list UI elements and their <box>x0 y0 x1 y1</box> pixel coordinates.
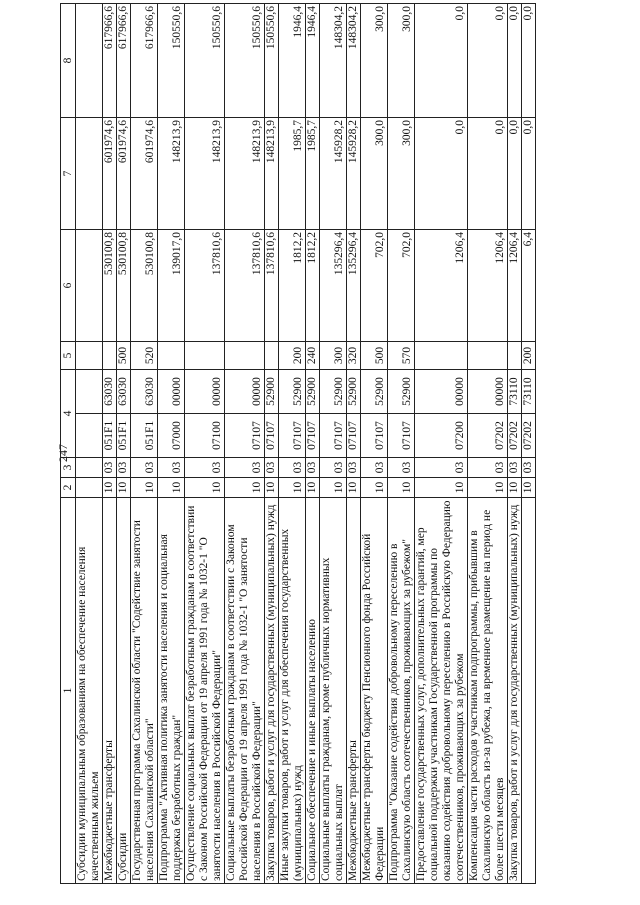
cell-c7: 300,0 <box>361 118 388 230</box>
cell-c6: 1206,4 <box>508 230 522 342</box>
cell-c3: 03 <box>522 458 536 478</box>
cell-c6: 530100,8 <box>131 230 158 342</box>
cell-c5 <box>265 342 279 370</box>
cell-c2: 10 <box>225 478 265 498</box>
cell-c5 <box>468 342 508 370</box>
cell-c2: 10 <box>185 478 225 498</box>
cell-c4b: 00000 <box>185 370 225 414</box>
header-cell: 8 <box>61 4 76 118</box>
cell-c4a: 07107 <box>225 414 265 458</box>
cell-c6: 1206,4 <box>468 230 508 342</box>
cell-c4b: 52900 <box>347 370 361 414</box>
cell-c4a: 07107 <box>347 414 361 458</box>
table-row <box>225 4 265 884</box>
cell-c7: 148213,9 <box>265 118 279 230</box>
cell-c6: 137810,6 <box>265 230 279 342</box>
cell-c7: 300,0 <box>388 118 415 230</box>
cell-c3: 03 <box>158 458 185 478</box>
cell-c6: 1206,4 <box>415 230 468 342</box>
cell-c4b: 00000 <box>225 370 265 414</box>
cell-c4a: 07200 <box>415 414 468 458</box>
cell-c6: 135296,4 <box>347 230 361 342</box>
cell-c4b: 52900 <box>361 370 388 414</box>
cell-c7: 148213,9 <box>225 118 265 230</box>
table-row <box>117 4 131 884</box>
cell-name: Компенсация части расходов участникам подпрограммы, прибывшим в Сахалинскую область из-за рубежа, на временное размещение на период не более шести месяцев <box>468 498 508 884</box>
cell-name: Межбюджетные трансферты <box>103 498 117 884</box>
cell-c4a <box>76 414 103 458</box>
cell-c4b: 00000 <box>158 370 185 414</box>
table-row <box>361 4 388 884</box>
cell-name: Социальное обеспечение и иные выплаты населению <box>306 498 320 884</box>
table-row <box>468 4 508 884</box>
cell-c4a: 07107 <box>388 414 415 458</box>
cell-c7: 0,0 <box>508 118 522 230</box>
cell-c8: 617966,6 <box>131 4 158 118</box>
cell-c5 <box>185 342 225 370</box>
cell-c4a: 07000 <box>158 414 185 458</box>
cell-c8: 150550,6 <box>185 4 225 118</box>
cell-c3: 03 <box>131 458 158 478</box>
cell-c5: 200 <box>279 342 306 370</box>
cell-c2: 10 <box>522 478 536 498</box>
cell-c4a: 051F1 <box>131 414 158 458</box>
cell-c2: 10 <box>347 478 361 498</box>
cell-c4a: 07202 <box>508 414 522 458</box>
table-row <box>388 4 415 884</box>
cell-c4b: 00000 <box>468 370 508 414</box>
cell-c5: 300 <box>320 342 347 370</box>
cell-c2: 10 <box>415 478 468 498</box>
cell-c8: 0,0 <box>508 4 522 118</box>
table-row <box>185 4 225 884</box>
table-row <box>76 4 103 884</box>
header-cell: 4 <box>61 370 76 458</box>
cell-c6: 702,0 <box>361 230 388 342</box>
cell-c3: 03 <box>279 458 306 478</box>
page-number: 247 <box>56 444 70 462</box>
cell-c6: 702,0 <box>388 230 415 342</box>
cell-c2: 10 <box>361 478 388 498</box>
cell-c6: 1812,2 <box>306 230 320 342</box>
cell-name: Закупка товаров, работ и услуг для государственных (муниципальных) нужд <box>508 498 522 884</box>
cell-name <box>522 498 536 884</box>
cell-c7: 601974,6 <box>117 118 131 230</box>
cell-c3: 03 <box>468 458 508 478</box>
table-row <box>522 4 536 884</box>
cell-c4a: 051F1 <box>103 414 117 458</box>
cell-c4a: 07107 <box>279 414 306 458</box>
budget-table <box>60 3 536 884</box>
cell-c3: 03 <box>361 458 388 478</box>
header-cell: 1 <box>61 498 76 884</box>
cell-c8: 0,0 <box>415 4 468 118</box>
cell-c4b: 73110 <box>508 370 522 414</box>
cell-name: Подпрограмма "Оказание содействия добровольному переселению в Сахалинскую область соотечественников, проживающих за рубежом" <box>388 498 415 884</box>
table-row <box>265 4 279 884</box>
cell-c4b: 63030 <box>131 370 158 414</box>
cell-c6 <box>76 230 103 342</box>
cell-c8: 0,0 <box>522 4 536 118</box>
cell-c3 <box>76 458 103 478</box>
cell-c4a: 07202 <box>522 414 536 458</box>
cell-c4b: 52900 <box>265 370 279 414</box>
header-cell: 6 <box>61 230 76 342</box>
cell-c2: 10 <box>468 478 508 498</box>
cell-c7: 601974,6 <box>103 118 117 230</box>
cell-c7: 145928,2 <box>320 118 347 230</box>
cell-c2: 10 <box>131 478 158 498</box>
cell-c6: 530100,8 <box>117 230 131 342</box>
cell-name: Межбюджетные трансферты <box>347 498 361 884</box>
cell-c5: 500 <box>117 342 131 370</box>
table-row <box>131 4 158 884</box>
cell-c7: 1985,7 <box>279 118 306 230</box>
cell-c4b: 52900 <box>388 370 415 414</box>
cell-c4b: 52900 <box>279 370 306 414</box>
cell-c8: 150550,6 <box>158 4 185 118</box>
cell-c8: 148304,2 <box>320 4 347 118</box>
cell-c5 <box>103 342 117 370</box>
cell-c4a: 07107 <box>320 414 347 458</box>
cell-c3: 03 <box>117 458 131 478</box>
cell-c6: 6,4 <box>522 230 536 342</box>
cell-c5 <box>508 342 522 370</box>
cell-name: Государственная программа Сахалинской области "Содействие занятости населения Сахалинской области" <box>131 498 158 884</box>
cell-c7: 601974,6 <box>131 118 158 230</box>
table-row <box>347 4 361 884</box>
cell-c5 <box>76 342 103 370</box>
cell-name: Субсидии муниципальным образованиям на обеспечение населения качественным жильем <box>76 498 103 884</box>
cell-c8: 150550,6 <box>225 4 265 118</box>
cell-c8: 300,0 <box>388 4 415 118</box>
cell-c8: 1946,4 <box>306 4 320 118</box>
cell-c7: 1985,7 <box>306 118 320 230</box>
cell-c5: 500 <box>361 342 388 370</box>
cell-c2: 10 <box>158 478 185 498</box>
cell-c2: 10 <box>320 478 347 498</box>
table-row <box>306 4 320 884</box>
cell-c4a: 07107 <box>361 414 388 458</box>
cell-c3: 03 <box>347 458 361 478</box>
cell-c3: 03 <box>265 458 279 478</box>
cell-c5: 240 <box>306 342 320 370</box>
cell-c4b: 52900 <box>306 370 320 414</box>
header-cell: 7 <box>61 118 76 230</box>
cell-c4b <box>76 370 103 414</box>
cell-name: Подпрограмма "Активная политика занятости населения и социальная поддержка безработных граждан" <box>158 498 185 884</box>
cell-c4b: 73110 <box>522 370 536 414</box>
cell-c6: 1812,2 <box>279 230 306 342</box>
header-row <box>61 4 76 884</box>
cell-c5: 570 <box>388 342 415 370</box>
table-row <box>415 4 468 884</box>
cell-c7: 148213,9 <box>185 118 225 230</box>
cell-c3: 03 <box>103 458 117 478</box>
header-cell: 2 <box>61 478 76 498</box>
table-row <box>158 4 185 884</box>
cell-c3: 03 <box>320 458 347 478</box>
cell-c4b: 00000 <box>415 370 468 414</box>
cell-c8: 617966,6 <box>103 4 117 118</box>
cell-c2: 10 <box>103 478 117 498</box>
cell-c4a: 07202 <box>468 414 508 458</box>
cell-c5 <box>415 342 468 370</box>
cell-c4a: 07107 <box>265 414 279 458</box>
cell-c4a: 051F1 <box>117 414 131 458</box>
cell-name: Субсидии <box>117 498 131 884</box>
cell-c2: 10 <box>265 478 279 498</box>
cell-c3: 03 <box>225 458 265 478</box>
cell-c8 <box>76 4 103 118</box>
cell-c4b: 63030 <box>117 370 131 414</box>
cell-c5 <box>225 342 265 370</box>
cell-c8: 617966,6 <box>117 4 131 118</box>
cell-c7: 0,0 <box>522 118 536 230</box>
rotated-page <box>60 4 626 884</box>
table-row <box>103 4 117 884</box>
cell-c8: 150550,6 <box>265 4 279 118</box>
cell-c7: 0,0 <box>415 118 468 230</box>
cell-c6: 137810,6 <box>225 230 265 342</box>
table-row <box>320 4 347 884</box>
cell-c3: 03 <box>388 458 415 478</box>
cell-c5: 320 <box>347 342 361 370</box>
cell-c8: 0,0 <box>468 4 508 118</box>
cell-c6: 530100,8 <box>103 230 117 342</box>
cell-c4a: 07100 <box>185 414 225 458</box>
cell-c3: 03 <box>415 458 468 478</box>
table-row <box>508 4 522 884</box>
cell-name: Межбюджетные трансферты бюджету Пенсионного фонда Российской Федерации <box>361 498 388 884</box>
cell-c4b: 63030 <box>103 370 117 414</box>
cell-c2: 10 <box>508 478 522 498</box>
cell-c2: 10 <box>117 478 131 498</box>
cell-c6: 135296,4 <box>320 230 347 342</box>
cell-c6: 139017,0 <box>158 230 185 342</box>
cell-c5: 520 <box>131 342 158 370</box>
cell-name: Закупка товаров, работ и услуг для государственных (муниципальных) нужд <box>265 498 279 884</box>
cell-c2: 10 <box>279 478 306 498</box>
cell-c5: 200 <box>522 342 536 370</box>
cell-name: Предоставление государственных услуг, дополнительных гарантий, мер социальной поддержки участникам Государственной программы по оказанию содействия добровольному переселению в Российскую Федерацию соотечественников, проживающих за рубежом <box>415 498 468 884</box>
cell-name: Социальные выплаты гражданам, кроме публичных нормативных социальных выплат <box>320 498 347 884</box>
cell-c3: 03 <box>508 458 522 478</box>
cell-c7: 145928,2 <box>347 118 361 230</box>
cell-c7: 0,0 <box>468 118 508 230</box>
cell-name: Социальные выплаты безработным гражданам в соответствии с Законом Российской Федерации от 19 апреля 1991 года № 1032-1 "О занятости населения в Российской Федерации" <box>225 498 265 884</box>
cell-c2: 10 <box>388 478 415 498</box>
cell-c8: 1946,4 <box>279 4 306 118</box>
cell-c2 <box>76 478 103 498</box>
cell-c4b: 52900 <box>320 370 347 414</box>
cell-c2: 10 <box>306 478 320 498</box>
header-cell: 5 <box>61 342 76 370</box>
cell-c6: 137810,6 <box>185 230 225 342</box>
cell-name: Осуществление социальных выплат безработным гражданам в соответствии с Законом Российской Федерации от 19 апреля 1991 года № 1032-1 "О занятости населения в Российской Федерации" <box>185 498 225 884</box>
header-cell: 3 <box>61 458 76 478</box>
cell-c7: 148213,9 <box>158 118 185 230</box>
cell-c7 <box>76 118 103 230</box>
cell-c4a: 07107 <box>306 414 320 458</box>
cell-c5 <box>158 342 185 370</box>
table-row <box>279 4 306 884</box>
cell-name: Иные закупки товаров, работ и услуг для обеспечения государственных (муниципальных) нужд <box>279 498 306 884</box>
cell-c3: 03 <box>306 458 320 478</box>
cell-c8: 148304,2 <box>347 4 361 118</box>
cell-c3: 03 <box>185 458 225 478</box>
cell-c8: 300,0 <box>361 4 388 118</box>
